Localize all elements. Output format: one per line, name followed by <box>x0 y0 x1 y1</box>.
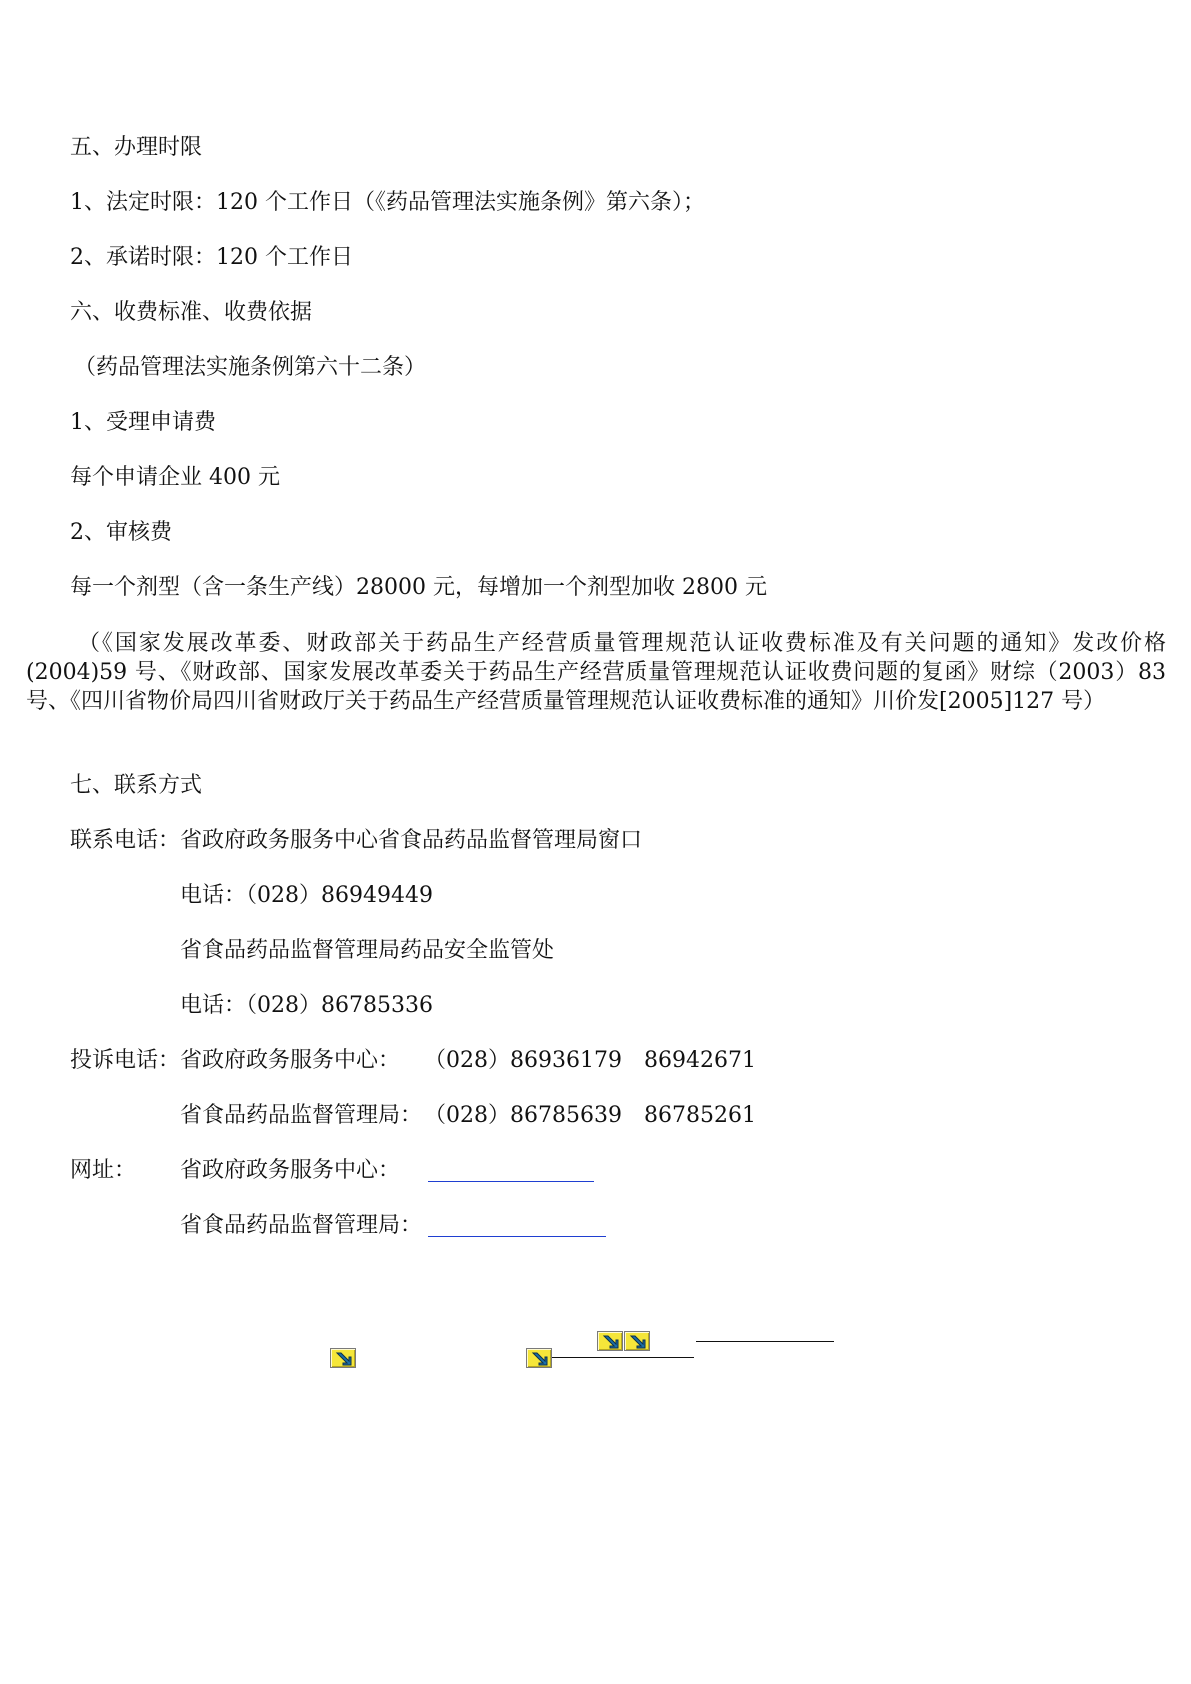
complaint-phone-fda: （028）86785639 86785261 <box>424 1103 756 1128</box>
blank-rule-lower <box>552 1357 694 1358</box>
website-label: 网址： <box>70 1158 137 1183</box>
website-link-fda[interactable] <box>428 1236 606 1237</box>
complaint-org-service-center: 省政府政务服务中心： <box>180 1048 401 1073</box>
complaint-phone-service-center: （028）86936179 86942671 <box>424 1048 756 1073</box>
section-heading-time-limit: 五、办理时限 <box>70 135 203 160</box>
website-link-service-center[interactable] <box>428 1181 594 1182</box>
link-arrow-icon <box>335 1351 353 1367</box>
website-org-service-center: 省政府政务服务中心： <box>180 1158 401 1183</box>
contact-phone-window: 电话：（028）86949449 <box>180 883 433 908</box>
promised-time-limit: 2、承诺时限：120 个工作日 <box>70 245 353 270</box>
fee-item-application: 1、受理申请费 <box>70 410 216 435</box>
embedded-object-icon[interactable] <box>597 1331 623 1351</box>
contact-phone-label: 联系电话： <box>70 828 181 853</box>
section-heading-contact: 七、联系方式 <box>70 773 203 798</box>
section-heading-fees: 六、收费标准、收费依据 <box>70 300 313 325</box>
link-arrow-icon <box>602 1334 620 1350</box>
fee-legal-basis: （药品管理法实施条例第六十二条） <box>74 355 427 380</box>
contact-org-safety-office: 省食品药品监督管理局药品安全监管处 <box>180 938 555 963</box>
fee-references-paragraph: （《国家发展改革委、财政部关于药品生产经营质量管理规范认证收费标准及有关问题的通知》发改价格(2004)59 号、《财政部、国家发展改革委关于药品生产经营质量管理规范认证收费问题的复函》财综（2003）83 号、《四川省物价局四川省财政厅关于药品生产经营质量管理规范认证收费标准的通知》川价发[2005]127 号） <box>26 631 1166 714</box>
embedded-object-icon[interactable] <box>330 1348 356 1368</box>
complaint-org-fda: 省食品药品监督管理局： <box>180 1103 423 1128</box>
link-arrow-icon <box>531 1351 549 1367</box>
fee-item-review-detail: 每一个剂型（含一条生产线）28000 元，每增加一个剂型加收 2800 元 <box>70 575 767 600</box>
statutory-time-limit: 1、法定时限：120 个工作日（《药品管理法实施条例》第六条）； <box>70 190 705 215</box>
contact-org-window: 省政府政务服务中心省食品药品监督管理局窗口 <box>180 828 643 853</box>
link-arrow-icon <box>629 1334 647 1350</box>
contact-phone-safety-office: 电话：（028）86785336 <box>180 993 433 1018</box>
embedded-object-icon[interactable] <box>526 1348 552 1368</box>
fee-item-review: 2、审核费 <box>70 520 172 545</box>
embedded-object-icon[interactable] <box>624 1331 650 1351</box>
website-org-fda: 省食品药品监督管理局： <box>180 1213 423 1238</box>
blank-rule-upper <box>696 1341 834 1342</box>
complaint-phone-label: 投诉电话： <box>70 1048 181 1073</box>
fee-item-application-detail: 每个申请企业 400 元 <box>70 465 280 490</box>
